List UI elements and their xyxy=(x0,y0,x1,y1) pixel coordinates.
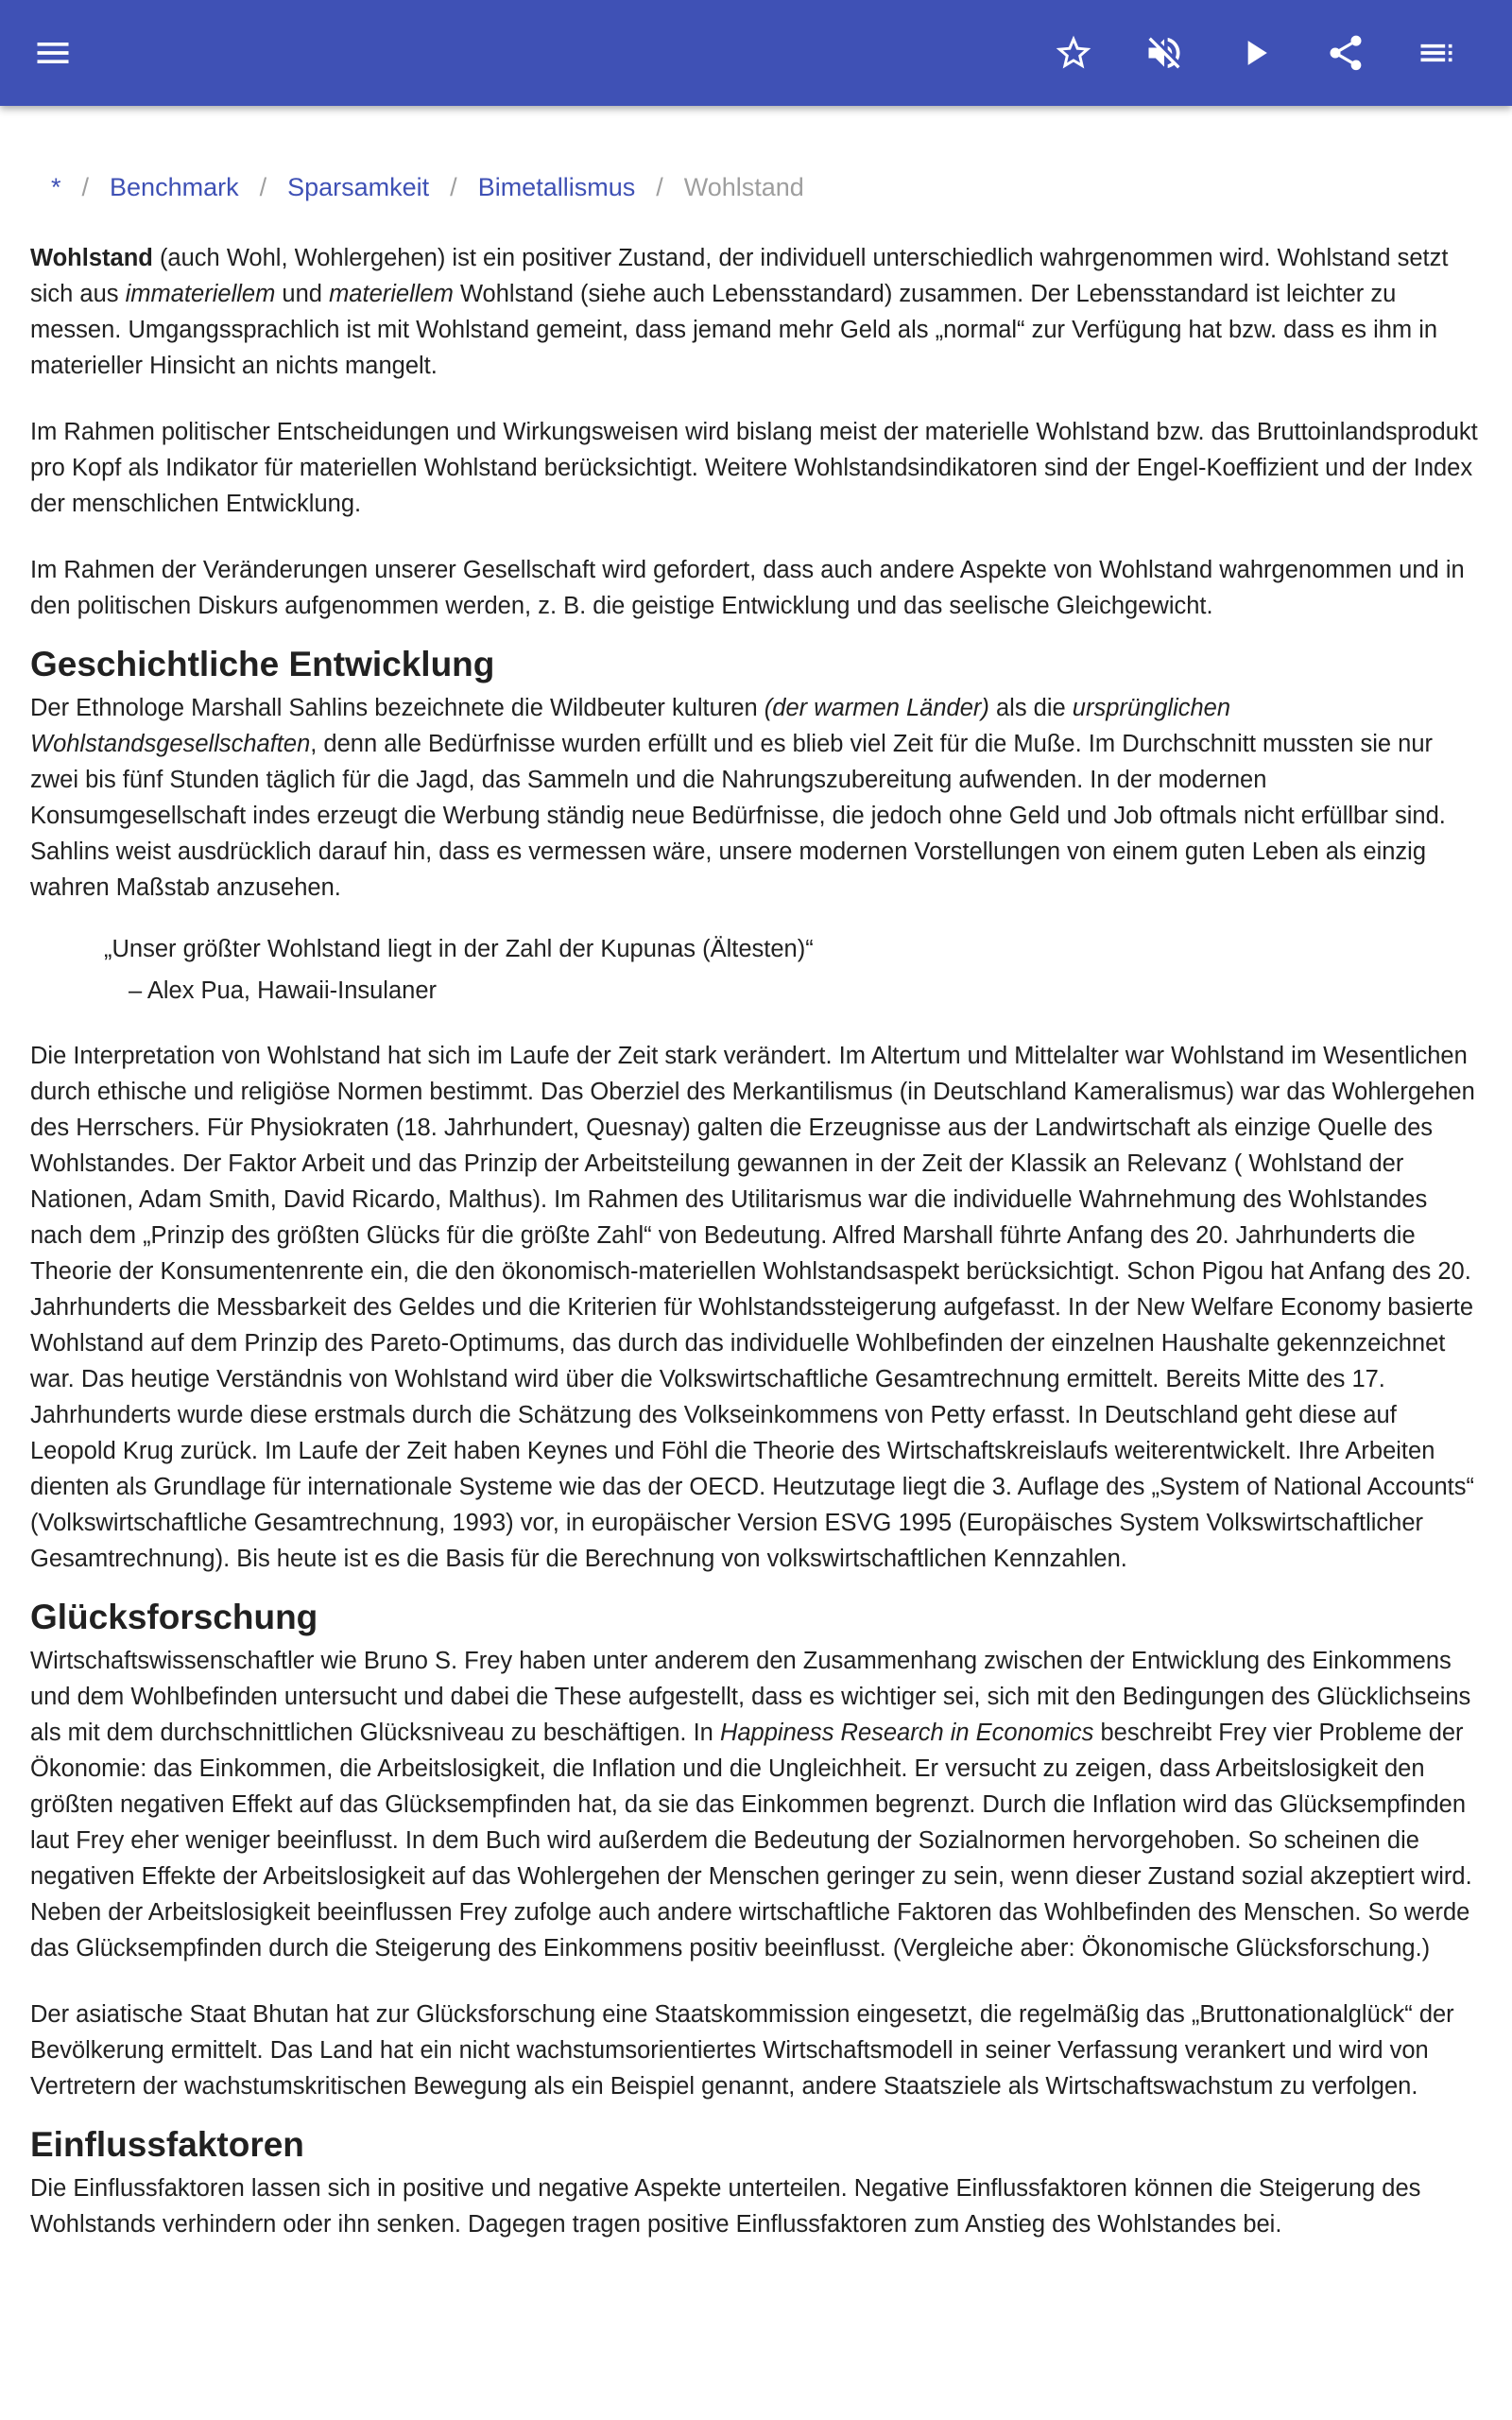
volume-off-icon xyxy=(1143,32,1185,74)
bookmark-button[interactable] xyxy=(1045,25,1102,81)
breadcrumb-separator: / xyxy=(450,173,457,201)
app-toolbar xyxy=(0,0,1512,106)
mute-button[interactable] xyxy=(1136,25,1193,81)
play-button[interactable] xyxy=(1227,25,1283,81)
quote-text: „Unser größter Wohlstand liegt in der Zahl der Kupunas (Ältesten)“ xyxy=(104,936,814,962)
history-paragraph-1: Der Ethnologe Marshall Sahlins bezeichnete die Wildbeuter kulturen (der warmen Länder) als die ursprünglichen Wohlstandsgesellschaften, denn alle Bedürfnisse wurden erfüllt und es blieb viel Zeit für die Muße. Im Durchschnitt mussten sie nur zwei bis fünf Stunden täglich für die Jagd, das Sammeln und die Nahrungszubereitung aufwenden. In der modernen Konsumgesellschaft indes erzeugt die Werbung ständig neue Bedürfnisse, die jedoch ohne Geld und Job oftmals nicht erfüllbar sind. Sahlins weist ausdrücklich darauf hin, dass es vermessen wäre, unsere modernen Vorstellungen von einem guten Leben als einzig wahren Maßstab anzusehen. xyxy=(30,695,1446,901)
breadcrumb-benchmark[interactable]: Benchmark xyxy=(110,173,239,201)
happiness-paragraph-1: Wirtschaftswissenschaftler wie Bruno S. Frey haben unter anderem den Zusammenhang zwischen der Entwicklung des Einkommens und dem Wohlbefinden untersucht und dabei die These aufgestellt, dass es wichtiger sei, sich mit den Bedingungen des Glücklichseins als mit dem durchschnittlichen Glücksniveau zu beschäftigen. In Happiness Research in Economics beschreibt Frey vier Probleme der Ökonomie: das Einkommen, die Arbeitslosigkeit, die Inflation und die Ungleichheit. Er versucht zu zeigen, dass Arbeitslosigkeit den größten negativen Effekt auf das Glücksempfinden hat, da sie das Einkommen begrenzt. Durch die Inflation wird das Glücksempfinden laut Frey eher weniger beeinflusst. In dem Buch wird außerdem die Bedeutung der Sozialnormen hervorgehoben. So scheinen die negativen Effekte der Arbeitslosigkeit auf das Wohlergehen der Menschen geringer zu sein, wenn dieser Zustand sozial akzeptiert wird. Neben der Arbeitslosigkeit beeinflussen Frey zufolge auch andere wirtschaftliche Faktoren das Wohlbefinden des Menschen. So werde das Glücksempfinden durch die Steigerung des Einkommens positiv beeinflusst. (Vergleiche aber: Ökonomische Glücksforschung.) xyxy=(30,1648,1472,1962)
breadcrumb-separator: / xyxy=(656,173,663,201)
share-icon xyxy=(1325,32,1366,74)
star-outline-icon xyxy=(1053,32,1094,74)
breadcrumb-current-page: Wohlstand xyxy=(683,173,804,201)
quote-attribution: – Alex Pua, Hawaii-Insulaner xyxy=(129,977,438,1004)
table-of-contents-button[interactable] xyxy=(1408,25,1465,81)
happiness-paragraph-2: Der asiatische Staat Bhutan hat zur Glücksforschung eine Staatskommission eingesetzt, die regelmäßig das „Bruttonationalglück“ der Bevölkerung ermittelt. Das Land hat ein nicht wachstumsorientiertes Wirtschaftsmodell in seiner Verfassung verankert und wird von Vertretern der wachstumskritischen Bewegung als ein Beispiel genannt, andere Staatsziele als Wirtschaftswachstum zu verfolgen. xyxy=(30,2001,1454,2100)
play-icon xyxy=(1234,32,1276,74)
quote-block xyxy=(104,928,1486,1011)
heading-history: Geschichtliche Entwicklung xyxy=(30,645,495,683)
breadcrumb-sparsamkeit[interactable]: Sparsamkeit xyxy=(287,173,430,201)
intro-paragraph-2: Im Rahmen politischer Entscheidungen und Wirkungsweisen wird bislang meist der materielle Wohlstand bzw. das Bruttoinlandsprodukt pro Kopf als Indikator für materiellen Wohlstand berücksichtigt. Weitere Wohlstandsindikatoren sind der Engel-Koeffizient und der Index der menschlichen Entwicklung. xyxy=(30,419,1478,517)
breadcrumb-home[interactable]: * xyxy=(51,173,61,201)
hamburger-menu-icon xyxy=(32,32,74,74)
intro-paragraph-3: Im Rahmen der Veränderungen unserer Gesellschaft wird gefordert, dass auch andere Aspekte von Wohlstand wahrgenommen und in den politischen Diskurs aufgenommen werden, z. B. die geistige Entwicklung und das seelische Gleichgewicht. xyxy=(30,557,1465,619)
breadcrumb-bimetallismus[interactable]: Bimetallismus xyxy=(477,173,636,201)
factors-paragraph-1: Die Einflussfaktoren lassen sich in positive und negative Aspekte unterteilen. Negative Einflussfaktoren können die Steigerung des Wohlstands verhindern oder ihn senken. Dagegen tragen positive Einflussfaktoren zum Anstieg des Wohlstandes bei. xyxy=(30,2175,1421,2238)
breadcrumb xyxy=(0,164,1512,210)
heading-happiness-research: Glücksforschung xyxy=(30,1598,318,1636)
intro-paragraph-1: Wohlstand (auch Wohl, Wohlergehen) ist ein positiver Zustand, der individuell unterschiedlich wahrgenommen wird. Wohlstand setzt sich aus immateriellem und materiellem Wohlstand (siehe auch Lebensstandard) zusammen. Der Lebensstandard ist leichter zu messen. Umgangssprachlich ist mit Wohlstand gemeint, dass jemand mehr Geld als „normal“ zur Verfügung hat bzw. dass es ihm in materieller Hinsicht an nichts mangelt. xyxy=(30,245,1449,379)
toc-list-icon xyxy=(1416,32,1457,74)
breadcrumb-separator: / xyxy=(81,173,90,201)
history-paragraph-2: Die Interpretation von Wohlstand hat sich im Laufe der Zeit stark verändert. Im Altertum und Mittelalter war Wohlstand im Wesentlichen durch ethische und religiöse Normen bestimmt. Das Oberziel des Merkantilismus (in Deutschland Kameralismus) war das Wohlergehen des Herrschers. Für Physiokraten (18. Jahrhundert, Quesnay) galten die Erzeugnisse aus der Landwirtschaft als einzige Quelle des Wohlstandes. Der Faktor Arbeit und das Prinzip der Arbeitsteilung gewannen in der Zeit der Klassik an Relevanz ( Wohlstand der Nationen, Adam Smith, David Ricardo, Malthus). Im Rahmen des Utilitarismus war die individuelle Wahrnehmung des Wohlstandes nach dem „Prinzip des größten Glücks für die größte Zahl“ von Bedeutung. Alfred Marshall führte Anfang des 20. Jahrhunderts die Theorie der Konsumentenrente ein, die den ökonomisch-materiellen Wohlstandsaspekt berücksichtigt. Schon Pigou hat Anfang des 20. Jahrhunderts die Messbarkeit des Geldes und die Kriterien für Wohlstandssteigerung aufgefasst. In der New Welfare Economy basierte Wohlstand auf dem Prinzip des Pareto-Optimums, das durch das individuelle Wohlbefinden der einzelnen Haushalte gekennzeichnet war. Das heutige Verständnis von Wohlstand wird über die Volkswirtschaftliche Gesamtrechnung ermittelt. Bereits Mitte des 17. Jahrhunderts wurde diese erstmals durch die Schätzung des Volkseinkommens von Petty erfasst. In Deutschland geht diese auf Leopold Krug zurück. Im Laufe der Zeit haben Keynes und Föhl die Theorie des Wirtschaftskreislaufs weiterentwickelt. Ihre Arbeiten dienten als Grundlage für internationale Systeme wie das der OECD. Heutzutage liegt die 3. Auflage des „System of National Accounts“ (Volkswirtschaftliche Gesamtrechnung, 1993) vor, in europäischer Version ESVG 1995 (Europäisches System Volkswirtschaftlicher Gesamtrechnung). Bis heute ist es die Basis für die Berechnung von volkswirtschaftlichen Kennzahlen. xyxy=(30,1043,1475,1572)
share-button[interactable] xyxy=(1317,25,1374,81)
article-body xyxy=(30,240,1486,2273)
heading-influencing-factors: Einflussfaktoren xyxy=(30,2125,304,2164)
term-bold: Wohlstand xyxy=(30,245,153,271)
breadcrumb-separator: / xyxy=(259,173,267,201)
menu-button[interactable] xyxy=(25,25,81,81)
